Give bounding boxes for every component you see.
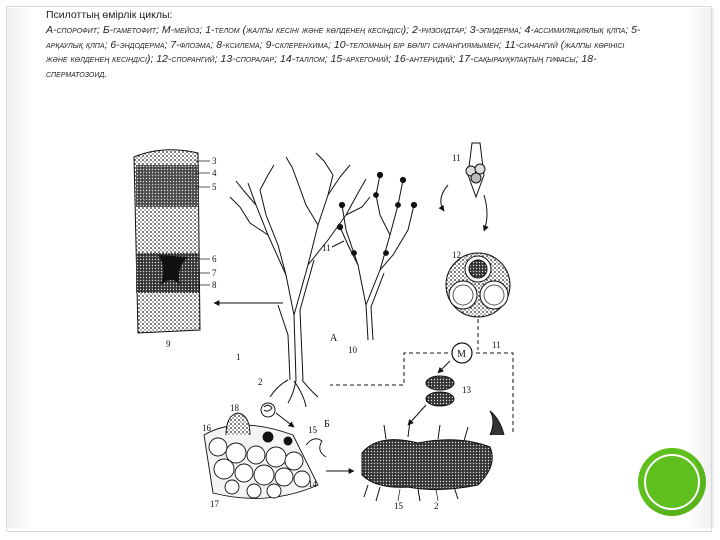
sporophyte-plant xyxy=(230,153,370,407)
label-1: 1 xyxy=(236,352,241,362)
label-13: 13 xyxy=(462,385,471,395)
psilotum-life-cycle-figure xyxy=(118,135,528,520)
decorative-green-circle xyxy=(638,448,706,516)
label-11-b: 11 xyxy=(452,153,461,163)
label-5: 5 xyxy=(212,182,217,192)
label-M: М xyxy=(457,349,466,360)
spores xyxy=(408,376,472,425)
label-17: 17 xyxy=(210,499,219,509)
caption-title: Псилоттың өмірлік циклы: xyxy=(46,9,173,21)
telome-with-synangia xyxy=(322,172,417,355)
label-11-a: 11 xyxy=(322,243,331,253)
label-3: 3 xyxy=(212,156,217,166)
label-14: 14 xyxy=(308,479,317,489)
label-10: 10 xyxy=(348,345,357,355)
gametophyte-tissue xyxy=(202,413,326,509)
label-15-b: 15 xyxy=(394,501,403,511)
label-2: 2 xyxy=(258,377,263,387)
label-7: 7 xyxy=(212,268,217,278)
synangium-view xyxy=(441,143,487,231)
life-cycle-diagram xyxy=(118,135,528,520)
thallus xyxy=(308,411,504,511)
label-16: 16 xyxy=(202,423,211,433)
label-6: 6 xyxy=(212,254,217,264)
stem-cross-section xyxy=(134,150,217,349)
label-A: А xyxy=(330,333,338,344)
label-12: 12 xyxy=(452,250,461,260)
figure-caption xyxy=(46,8,646,82)
label-4: 4 xyxy=(212,168,217,178)
label-B: Б xyxy=(324,419,330,430)
label-8: 8 xyxy=(212,280,217,290)
caption-body: А-спорофит; Б-гаметофит; М-мейоз; 1-телом (жалпы кесіні және көлденең кесіндісі); 2-ризоидтар; 3-эпидерма; 4-ассимиляциялық қлпа; 5-арқаулық қлпа; 6-эндодерма; 7-флоэма; 8-ксилема; 9-склеренхима; 10-теломның бір бөлігі синангиямымен; 11-синангий (жалпы көрінісі және көлденең кесіндісі); 12-спорангий; 13-споралар; 14-таллом; 15-архегоний; 16-антеридий; 17-сақырауқұлақтың гифасы; 18-сперматозоид. xyxy=(46,23,641,81)
label-2-b: 2 xyxy=(434,501,439,511)
label-15-a: 15 xyxy=(308,425,317,435)
label-18: 18 xyxy=(230,403,239,413)
meiosis-path xyxy=(330,319,513,435)
label-9: 9 xyxy=(166,339,171,349)
label-11-c: 11 xyxy=(492,340,501,350)
